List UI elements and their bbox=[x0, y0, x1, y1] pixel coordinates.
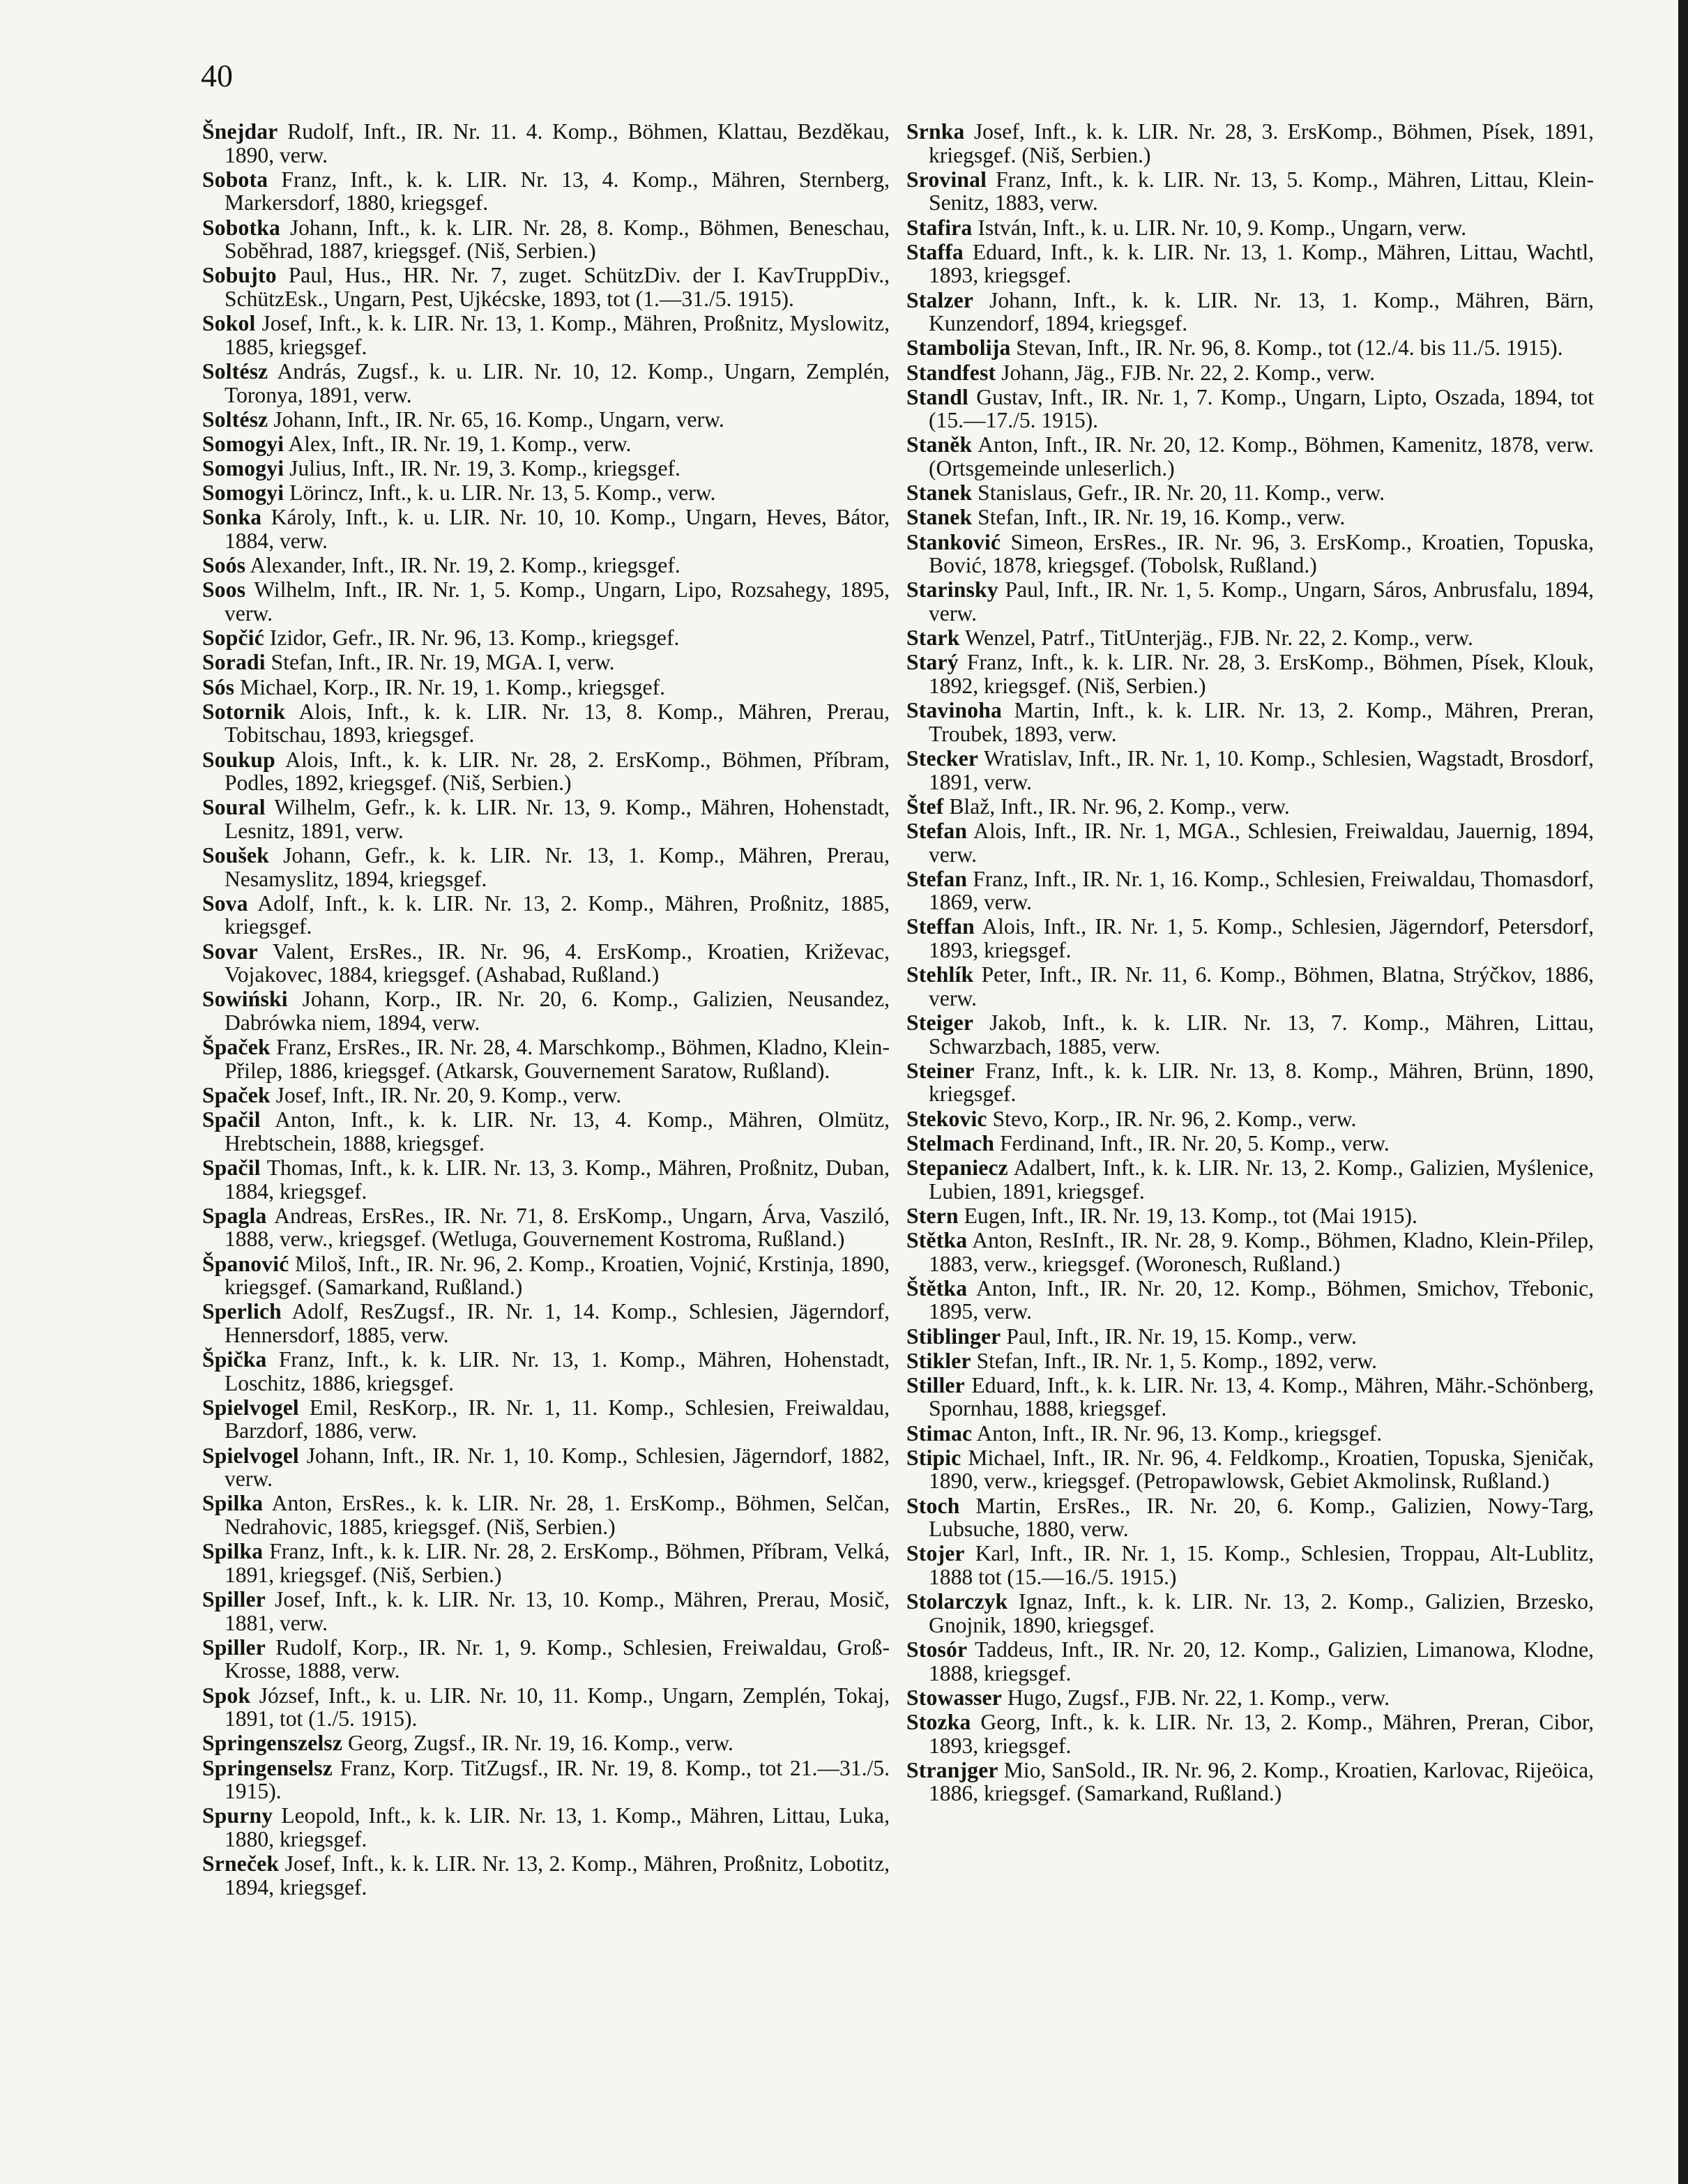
entry-surname: Sperlich bbox=[202, 1299, 282, 1324]
entry-details: Stefan, Inft., IR. Nr. 1, 5. Komp., 1892, verw. bbox=[976, 1348, 1378, 1373]
entry-details: Alex, Inft., IR. Nr. 19, 1. Komp., verw. bbox=[288, 431, 632, 456]
roll-entry bbox=[202, 1156, 890, 1203]
entry-details: Valent, ErsRes., IR. Nr. 96, 4. ErsKomp., Kroatien, Križevac, Vojakovec, 1884, kriegsgef. (Ashabad, Rußland.) bbox=[225, 939, 890, 987]
entry-surname: Špička bbox=[202, 1347, 267, 1372]
page-edge-shadow bbox=[1678, 0, 1688, 2184]
entry-details: Jakob, Inft., k. k. LIR. Nr. 13, 7. Komp., Mähren, Littau, Schwarzbach, 1885, verw. bbox=[929, 1010, 1594, 1059]
roll-entry bbox=[202, 1204, 890, 1251]
entry-surname: Somogyi bbox=[202, 480, 284, 506]
entry-surname: Štětka bbox=[906, 1275, 968, 1300]
entry-details: Eugen, Inft., IR. Nr. 19, 13. Komp., tot (Mai 1915). bbox=[964, 1203, 1417, 1228]
entry-surname: Stambolija bbox=[906, 335, 1011, 361]
entry-details: Franz, Inft., k. k. LIR. Nr. 13, 4. Komp., Mähren, Sternberg, Markersdorf, 1880, kriegsgef. bbox=[225, 167, 890, 215]
entry-details: Josef, Inft., k. k. LIR. Nr. 13, 2. Komp., Mähren, Proßnitz, Lobotitz, 1894, kriegsgef. bbox=[225, 1851, 890, 1899]
roll-entry bbox=[202, 844, 890, 890]
entry-details: Franz, Inft., k. k. LIR. Nr. 13, 8. Komp., Mähren, Brünn, 1890, kriegsgef. bbox=[929, 1058, 1594, 1107]
entry-details: Paul, Hus., HR. Nr. 7, zuget. SchützDiv. der I. KavTruppDiv., SchützEsk., Ungarn, Pest, Ujkécske, 1893, tot (1.—31./5. 1915). bbox=[225, 263, 890, 311]
roll-entry bbox=[202, 1396, 890, 1443]
entry-surname: Srovinal bbox=[906, 167, 987, 192]
entry-details: Rudolf, Inft., IR. Nr. 11. 4. Komp., Böhmen, Klattau, Bezděkau, 1890, verw. bbox=[225, 119, 890, 167]
entry-surname: Standfest bbox=[906, 360, 996, 385]
roll-entry bbox=[202, 1636, 890, 1683]
roll-entry bbox=[202, 940, 890, 987]
entry-details: Thomas, Inft., k. k. LIR. Nr. 13, 3. Komp., Mähren, Proßnitz, Duban, 1884, kriegsgef. bbox=[225, 1155, 890, 1204]
roll-entry bbox=[202, 1492, 890, 1538]
entry-surname: Starinsky bbox=[906, 577, 998, 602]
page-number: 40 bbox=[201, 58, 233, 93]
entry-surname: Soukup bbox=[202, 747, 275, 772]
entry-details: Franz, Korp. TitZugsf., IR. Nr. 19, 8. Komp., tot 21.—31./5. 1915). bbox=[225, 1755, 890, 1804]
entry-details: Franz, Inft., k. k. LIR. Nr. 13, 1. Komp., Mähren, Hohenstadt, Loschitz, 1886, kriegsgef. bbox=[225, 1347, 890, 1395]
entry-surname: Stehlík bbox=[906, 962, 974, 987]
entry-details: Stevan, Inft., IR. Nr. 96, 8. Komp., tot (12./4. bis 11./5. 1915). bbox=[1016, 335, 1563, 361]
entry-surname: Sokol bbox=[202, 311, 256, 336]
entry-details: Johann, Inft., k. k. LIR. Nr. 13, 1. Komp., Mähren, Bärn, Kunzendorf, 1894, kriegsgef. bbox=[929, 287, 1594, 336]
entry-details: Alois, Inft., IR. Nr. 1, 5. Komp., Schlesien, Jägerndorf, Petersdorf, 1893, kriegsgef. bbox=[929, 914, 1595, 963]
entry-surname: Stefan bbox=[906, 866, 968, 891]
entry-details: Anton, Inft., IR. Nr. 20, 12. Komp., Böhmen, Smichov, Třebonic, 1895, verw. bbox=[929, 1275, 1595, 1324]
entry-surname: Sowiński bbox=[202, 987, 288, 1012]
entry-surname: Stefan bbox=[906, 818, 968, 843]
roll-entry bbox=[906, 1132, 1594, 1155]
roll-entry bbox=[202, 1540, 890, 1586]
entry-surname: Sobotka bbox=[202, 215, 281, 240]
entry-surname: Srnka bbox=[906, 119, 965, 144]
entry-surname: Španović bbox=[202, 1251, 289, 1276]
roll-entry bbox=[202, 1108, 890, 1155]
roll-entry bbox=[202, 1036, 890, 1082]
entry-surname: Stavinoha bbox=[906, 698, 1002, 723]
entry-details: Károly, Inft., k. u. LIR. Nr. 10, 10. Komp., Ungarn, Heves, Bátor, 1884, verw. bbox=[225, 505, 890, 554]
entry-surname: Spurny bbox=[202, 1803, 273, 1828]
entry-surname: Staffa bbox=[906, 239, 964, 264]
entry-details: Taddeus, Inft., IR. Nr. 20, 12. Komp., Galizien, Limanowa, Klodne, 1888, kriegsgef. bbox=[929, 1637, 1595, 1685]
entry-surname: Spagla bbox=[202, 1203, 267, 1228]
roll-entry bbox=[202, 481, 890, 505]
entry-details: Gustav, Inft., IR. Nr. 1, 7. Komp., Ungarn, Lipto, Oszada, 1894, tot (15.—17./5. 1915). bbox=[929, 384, 1594, 433]
roll-entry bbox=[202, 1757, 890, 1803]
entry-details: Anton, ErsRes., k. k. LIR. Nr. 28, 1. ErsKomp., Böhmen, Selčan, Nedrahovic, 1885, kriegsgef. (Niš, Serbien.) bbox=[225, 1491, 890, 1540]
entry-details: Wratislav, Inft., IR. Nr. 1, 10. Komp., Schlesien, Wagstadt, Brosdorf, 1891, verw. bbox=[929, 745, 1595, 794]
roll-entry bbox=[906, 120, 1594, 167]
roll-entry bbox=[906, 1325, 1594, 1349]
roll-entry bbox=[202, 796, 890, 842]
entry-surname: Spielvogel bbox=[202, 1443, 299, 1468]
roll-entry bbox=[202, 554, 890, 577]
entry-details: Franz, ErsRes., IR. Nr. 28, 4. Marschkomp., Böhmen, Kladno, Klein-Přilep, 1886, kriegsgef. (Atkarsk, Gouvernement Saratow, Rußland). bbox=[225, 1035, 890, 1083]
roll-entry bbox=[906, 241, 1594, 287]
entry-surname: Stafira bbox=[906, 215, 973, 240]
entry-details: Simeon, ErsRes., IR. Nr. 96, 3. ErsKomp., Kroatien, Topuska, Bović, 1878, kriegsgef. (Tobolsk, Rußland.) bbox=[929, 529, 1594, 578]
entry-surname: Steiger bbox=[906, 1010, 974, 1036]
entry-details: István, Inft., k. u. LIR. Nr. 10, 9. Komp., Ungarn, verw. bbox=[978, 215, 1467, 240]
entry-surname: Somogyi bbox=[202, 431, 284, 456]
roll-entry bbox=[906, 1686, 1594, 1710]
entry-surname: Spaček bbox=[202, 1083, 271, 1107]
entry-details: Alois, Inft., IR. Nr. 1, MGA., Schlesien, Freiwaldau, Jauernig, 1894, verw. bbox=[929, 818, 1594, 867]
entry-details: Paul, Inft., IR. Nr. 1, 5. Komp., Ungarn, Sáros, Anbrusfalu, 1894, verw. bbox=[929, 577, 1594, 625]
entry-details: Anton, ResInft., IR. Nr. 28, 9. Komp., Böhmen, Kladno, Klein-Přilep, 1883, verw., kriegsgef. (Woronesch, Rußland.) bbox=[929, 1227, 1595, 1276]
entry-details: András, Zugsf., k. u. LIR. Nr. 10, 12. Komp., Ungarn, Zemplén, Toronya, 1891, verw. bbox=[225, 358, 890, 407]
entry-surname: Stimac bbox=[906, 1420, 973, 1446]
roll-entry bbox=[906, 1204, 1594, 1228]
right-column bbox=[906, 120, 1594, 1807]
entry-surname: Standl bbox=[906, 384, 969, 409]
entry-details: Paul, Inft., IR. Nr. 19, 15. Komp., verw. bbox=[1006, 1324, 1357, 1349]
entry-details: Franz, Inft., k. k. LIR. Nr. 28, 3. ErsKomp., Böhmen, Písek, Klouk, 1892, kriegsgef. (Niš, Serbien.) bbox=[929, 650, 1594, 698]
roll-entry bbox=[202, 408, 890, 432]
roll-entry bbox=[906, 1277, 1594, 1324]
entry-details: Ignaz, Inft., k. k. LIR. Nr. 13, 2. Komp., Galizien, Brzesko, Gnojnik, 1890, kriegsgef. bbox=[929, 1589, 1594, 1637]
entry-details: Julius, Inft., IR. Nr. 19, 3. Komp., kriegsgef. bbox=[289, 456, 680, 481]
roll-entry bbox=[906, 433, 1594, 480]
entry-surname: Soltész bbox=[202, 358, 268, 384]
entry-details: Izidor, Gefr., IR. Nr. 96, 13. Komp., kriegsgef. bbox=[269, 625, 680, 651]
entry-surname: Stern bbox=[906, 1203, 959, 1228]
entry-details: Stefan, Inft., IR. Nr. 19, 16. Komp., verw. bbox=[978, 505, 1346, 530]
roll-entry bbox=[202, 1348, 890, 1395]
entry-details: Franz, Inft., k. k. LIR. Nr. 13, 5. Komp., Mähren, Littau, Klein-Senitz, 1883, verw. bbox=[929, 167, 1594, 215]
roll-entry bbox=[906, 915, 1594, 962]
entry-surname: Stiller bbox=[906, 1372, 965, 1397]
entry-details: Adolf, Inft., k. k. LIR. Nr. 13, 2. Komp., Mähren, Proßnitz, 1885, kriegsgef. bbox=[225, 890, 890, 939]
roll-entry bbox=[202, 626, 890, 650]
roll-entry bbox=[202, 120, 890, 167]
entry-details: Karl, Inft., IR. Nr. 1, 15. Komp., Schlesien, Troppau, Alt-Lublitz, 1888 tot (15.—16./5. 1915.) bbox=[929, 1541, 1595, 1589]
roll-entry bbox=[906, 1590, 1594, 1637]
entry-surname: Soradi bbox=[202, 650, 266, 675]
roll-entry bbox=[202, 432, 890, 456]
entry-details: Anton, Inft., k. k. LIR. Nr. 13, 4. Komp., Mähren, Olmütz, Hrebtschein, 1888, kriegsgef. bbox=[225, 1107, 890, 1155]
entry-details: Andreas, ErsRes., IR. Nr. 71, 8. ErsKomp., Ungarn, Árva, Vasziló, 1888, verw., kriegsgef. (Wetluga, Gouvernement Kostroma, Rußland.) bbox=[225, 1203, 890, 1252]
entry-details: Eduard, Inft., k. k. LIR. Nr. 13, 1. Komp., Mähren, Littau, Wachtl, 1893, kriegsgef. bbox=[929, 239, 1594, 288]
entry-surname: Štef bbox=[906, 794, 944, 819]
roll-entry bbox=[202, 1731, 890, 1755]
roll-entry bbox=[906, 361, 1594, 385]
entry-details: Josef, Inft., k. k. LIR. Nr. 28, 3. ErsKomp., Böhmen, Písek, 1891, kriegsgef. (Niš, Serbien.) bbox=[929, 119, 1594, 167]
roll-entry bbox=[906, 289, 1594, 335]
roll-entry bbox=[906, 506, 1594, 529]
entry-surname: Stozka bbox=[906, 1709, 971, 1734]
entry-details: Franz, Inft., k. k. LIR. Nr. 28, 2. ErsKomp., Böhmen, Příbram, Velká, 1891, kriegsgef. (Niš, Serbien.) bbox=[225, 1539, 890, 1587]
roll-entry bbox=[906, 1011, 1594, 1058]
entry-details: Wenzel, Patrf., TitUnterjäg., FJB. Nr. 22, 2. Komp., verw. bbox=[964, 625, 1473, 651]
roll-entry bbox=[202, 578, 890, 625]
entry-details: Adalbert, Inft., k. k. LIR. Nr. 13, 2. Komp., Galizien, Myślenice, Lubien, 1891, kriegsgef. bbox=[929, 1155, 1595, 1204]
roll-entry bbox=[906, 1759, 1594, 1805]
entry-surname: Spačil bbox=[202, 1107, 261, 1132]
entry-surname: Stolarczyk bbox=[906, 1589, 1008, 1614]
entry-surname: Spilka bbox=[202, 1491, 264, 1516]
roll-entry bbox=[906, 651, 1594, 697]
entry-surname: Spačil bbox=[202, 1155, 261, 1180]
entry-surname: Stosór bbox=[906, 1637, 968, 1662]
roll-entry bbox=[202, 312, 890, 358]
roll-entry bbox=[906, 1494, 1594, 1541]
entry-surname: Stanek bbox=[906, 505, 973, 530]
entry-surname: Sotornik bbox=[202, 699, 286, 724]
roll-entry bbox=[202, 1444, 890, 1491]
entry-details: Miloš, Inft., IR. Nr. 96, 2. Komp., Kroatien, Vojnić, Krstinja, 1890, kriegsgef. (Samarkand, Rußland.) bbox=[225, 1251, 890, 1300]
entry-details: Anton, Inft., IR. Nr. 20, 12. Komp., Böhmen, Kamenitz, 1878, verw. (Ortsgemeinde unleserlich.) bbox=[929, 432, 1595, 481]
entry-surname: Staněk bbox=[906, 432, 973, 457]
entry-details: Johann, Inft., IR. Nr. 1, 10. Komp., Schlesien, Jägerndorf, 1882, verw. bbox=[225, 1443, 890, 1492]
entry-details: Josef, Inft., k. k. LIR. Nr. 13, 1. Komp., Mähren, Proßnitz, Myslowitz, 1885, kriegsgef. bbox=[225, 311, 890, 359]
roll-entry bbox=[906, 747, 1594, 794]
entry-details: József, Inft., k. u. LIR. Nr. 10, 11. Komp., Ungarn, Zemplén, Tokaj, 1891, tot (1./5. 1915). bbox=[225, 1683, 890, 1731]
roll-entry bbox=[906, 531, 1594, 577]
roll-entry bbox=[906, 1229, 1594, 1275]
roll-entry bbox=[906, 1059, 1594, 1106]
roll-entry bbox=[202, 1300, 890, 1347]
roll-entry bbox=[202, 700, 890, 747]
entry-details: Johann, Korp., IR. Nr. 20, 6. Komp., Galizien, Neusandez, Dabrówka niem, 1894, verw. bbox=[225, 987, 890, 1036]
entry-surname: Spiller bbox=[202, 1635, 266, 1660]
entry-surname: Soós bbox=[202, 553, 246, 578]
entry-details: Anton, Inft., IR. Nr. 96, 13. Komp., kriegsgef. bbox=[976, 1420, 1383, 1446]
roll-entry bbox=[202, 216, 890, 263]
entry-surname: Sobujto bbox=[202, 263, 277, 288]
entry-details: Georg, Inft., k. k. LIR. Nr. 13, 2. Komp., Mähren, Preran, Cibor, 1893, kriegsgef. bbox=[929, 1709, 1594, 1758]
entry-details: Michael, Korp., IR. Nr. 19, 1. Komp., kriegsgef. bbox=[240, 674, 666, 699]
entry-surname: Steiner bbox=[906, 1058, 975, 1083]
roll-entry bbox=[202, 676, 890, 699]
left-column bbox=[202, 120, 890, 1900]
entry-surname: Soltész bbox=[202, 407, 268, 432]
roll-entry bbox=[906, 481, 1594, 505]
entry-surname: Steffan bbox=[906, 914, 975, 939]
roll-entry bbox=[906, 1638, 1594, 1685]
roll-entry bbox=[906, 1711, 1594, 1757]
roll-entry bbox=[202, 1588, 890, 1635]
roll-entry bbox=[202, 1252, 890, 1299]
entry-details: Hugo, Zugsf., FJB. Nr. 22, 1. Komp., verw. bbox=[1007, 1685, 1390, 1710]
entry-details: Josef, Inft., k. k. LIR. Nr. 13, 10. Komp., Mähren, Prerau, Mosič, 1881, verw. bbox=[225, 1587, 890, 1635]
entry-details: Georg, Zugsf., IR. Nr. 19, 16. Komp., verw. bbox=[348, 1731, 733, 1756]
roll-entry bbox=[202, 1804, 890, 1851]
entry-details: Wilhelm, Inft., IR. Nr. 1, 5. Komp., Ungarn, Lipo, Rozsahegy, 1895, verw. bbox=[225, 577, 890, 625]
entry-surname: Soušek bbox=[202, 843, 270, 868]
roll-entry bbox=[906, 386, 1594, 432]
entry-surname: Stekovic bbox=[906, 1106, 987, 1131]
roll-entry bbox=[906, 867, 1594, 914]
entry-surname: Soural bbox=[202, 795, 266, 820]
entry-surname: Stepaniecz bbox=[906, 1155, 1008, 1180]
roll-entry bbox=[202, 651, 890, 674]
roll-entry bbox=[906, 1349, 1594, 1373]
entry-surname: Stanek bbox=[906, 480, 973, 506]
roll-entry bbox=[906, 1422, 1594, 1446]
roll-entry bbox=[906, 963, 1594, 1010]
entry-details: Alois, Inft., k. k. LIR. Nr. 13, 8. Komp., Mähren, Prerau, Tobitschau, 1893, kriegsgef. bbox=[225, 699, 890, 748]
entry-details: Josef, Inft., IR. Nr. 20, 9. Komp., verw. bbox=[275, 1083, 622, 1107]
roll-entry bbox=[906, 1107, 1594, 1131]
entry-surname: Stojer bbox=[906, 1541, 965, 1566]
entry-surname: Spok bbox=[202, 1683, 251, 1708]
entry-details: Johann, Jäg., FJB. Nr. 22, 2. Komp., verw. bbox=[1001, 360, 1376, 385]
entry-details: Johann, Inft., k. k. LIR. Nr. 28, 8. Komp., Böhmen, Beneschau, Soběhrad, 1887, kriegsgef. (Niš, Serbien.) bbox=[225, 215, 890, 264]
roll-entry bbox=[202, 1084, 890, 1107]
entry-surname: Špaček bbox=[202, 1035, 271, 1060]
entry-surname: Soos bbox=[202, 577, 246, 602]
roll-entry bbox=[202, 748, 890, 795]
entry-surname: Stiblinger bbox=[906, 1324, 1001, 1349]
entry-surname: Stecker bbox=[906, 745, 979, 771]
entry-details: Johann, Gefr., k. k. LIR. Nr. 13, 1. Komp., Mähren, Prerau, Nesamyslitz, 1894, kriegsgef. bbox=[225, 843, 890, 891]
entry-surname: Spielvogel bbox=[202, 1395, 299, 1420]
entry-details: Ferdinand, Inft., IR. Nr. 20, 5. Komp., verw. bbox=[1000, 1130, 1390, 1155]
entry-details: Franz, Inft., IR. Nr. 1, 16. Komp., Schlesien, Freiwaldau, Thomasdorf, 1869, verw. bbox=[929, 866, 1594, 915]
entry-details: Martin, ErsRes., IR. Nr. 20, 6. Komp., Galizien, Nowy-Targ, Lubsuche, 1880, verw. bbox=[929, 1493, 1594, 1542]
entry-surname: Srneček bbox=[202, 1851, 280, 1876]
entry-surname: Stikler bbox=[906, 1348, 971, 1373]
entry-details: Martin, Inft., k. k. LIR. Nr. 13, 2. Komp., Mähren, Preran, Troubek, 1893, verw. bbox=[929, 698, 1595, 746]
entry-surname: Springenselsz bbox=[202, 1755, 333, 1780]
entry-details: Wilhelm, Gefr., k. k. LIR. Nr. 13, 9. Komp., Mähren, Hohenstadt, Lesnitz, 1891, verw. bbox=[225, 795, 890, 843]
roll-entry bbox=[202, 506, 890, 552]
entry-surname: Stelmach bbox=[906, 1130, 995, 1155]
entry-details: Adolf, ResZugsf., IR. Nr. 1, 14. Komp., Schlesien, Jägerndorf, Hennersdorf, 1885, verw. bbox=[225, 1299, 890, 1347]
entry-details: Michael, Inft., IR. Nr. 96, 4. Feldkomp., Kroatien, Topuska, Sjeničak, 1890, verw., kriegsgef. (Petropawlowsk, Gebiet Akmolinsk, Rußland.) bbox=[929, 1445, 1594, 1494]
entry-surname: Somogyi bbox=[202, 456, 284, 481]
entry-surname: Stark bbox=[906, 625, 960, 651]
roll-entry bbox=[906, 1156, 1594, 1203]
entry-surname: Stoch bbox=[906, 1493, 960, 1518]
entry-details: Peter, Inft., IR. Nr. 11, 6. Komp., Böhmen, Blatna, Strýčkov, 1886, verw. bbox=[929, 962, 1594, 1010]
entry-surname: Sovar bbox=[202, 939, 258, 964]
roll-entry bbox=[906, 699, 1594, 745]
entry-surname: Stranjger bbox=[906, 1757, 998, 1782]
entry-details: Stevo, Korp., IR. Nr. 96, 2. Komp., verw. bbox=[992, 1106, 1357, 1131]
entry-details: Stefan, Inft., IR. Nr. 19, MGA. I, verw. bbox=[271, 650, 615, 675]
entry-surname: Stalzer bbox=[906, 287, 974, 312]
entry-surname: Sonka bbox=[202, 505, 262, 530]
entry-details: Emil, ResKorp., IR. Nr. 1, 11. Komp., Schlesien, Freiwaldau, Barzdorf, 1886, verw. bbox=[225, 1395, 890, 1443]
roll-entry bbox=[202, 987, 890, 1034]
roll-entry bbox=[906, 578, 1594, 625]
roll-entry bbox=[906, 1446, 1594, 1493]
entry-surname: Stanković bbox=[906, 529, 1001, 554]
entry-surname: Starý bbox=[906, 650, 959, 675]
roll-entry bbox=[202, 457, 890, 480]
roll-entry bbox=[202, 168, 890, 215]
roll-entry bbox=[906, 795, 1594, 819]
entry-details: Rudolf, Korp., IR. Nr. 1, 9. Komp., Schlesien, Freiwaldau, Groß-Krosse, 1888, verw. bbox=[225, 1635, 890, 1683]
roll-entry bbox=[906, 1374, 1594, 1420]
entry-details: Stanislaus, Gefr., IR. Nr. 20, 11. Komp., verw. bbox=[978, 480, 1385, 506]
entry-details: Lörincz, Inft., k. u. LIR. Nr. 13, 5. Komp., verw. bbox=[289, 480, 716, 506]
entry-details: Alois, Inft., k. k. LIR. Nr. 28, 2. ErsKomp., Böhmen, Příbram, Podles, 1892, kriegsgef. (Niš, Serbien.) bbox=[225, 747, 890, 796]
roll-entry bbox=[906, 1542, 1594, 1588]
entry-surname: Šnejdar bbox=[202, 119, 278, 144]
roll-entry bbox=[202, 1852, 890, 1899]
roll-entry bbox=[202, 1684, 890, 1731]
entry-surname: Stipic bbox=[906, 1445, 961, 1470]
entry-surname: Stětka bbox=[906, 1227, 968, 1252]
entry-surname: Spilka bbox=[202, 1539, 264, 1564]
entry-details: Leopold, Inft., k. k. LIR. Nr. 13, 1. Komp., Mähren, Littau, Luka, 1880, kriegsgef. bbox=[225, 1803, 890, 1851]
roll-entry bbox=[906, 819, 1594, 866]
entry-surname: Sobota bbox=[202, 167, 268, 192]
roll-entry bbox=[202, 360, 890, 407]
roll-entry bbox=[906, 626, 1594, 650]
entry-details: Johann, Inft., IR. Nr. 65, 16. Komp., Ungarn, verw. bbox=[273, 407, 724, 432]
entry-details: Blaž, Inft., IR. Nr. 96, 2. Komp., verw. bbox=[949, 794, 1290, 819]
roll-entry bbox=[906, 168, 1594, 215]
entry-surname: Springenszelsz bbox=[202, 1731, 343, 1756]
entry-details: Eduard, Inft., k. k. LIR. Nr. 13, 4. Komp., Mähren, Mähr.-Schönberg, Spornhau, 1888, kriegsgef. bbox=[929, 1372, 1594, 1421]
entry-details: Alexander, Inft., IR. Nr. 19, 2. Komp., kriegsgef. bbox=[250, 553, 680, 578]
entry-surname: Sova bbox=[202, 890, 248, 916]
entry-details: Mio, SanSold., IR. Nr. 96, 2. Komp., Kroatien, Karlovac, Rijeöica, 1886, kriegsgef. (Samarkand, Rußland.) bbox=[929, 1757, 1594, 1806]
roll-entry bbox=[202, 892, 890, 939]
entry-surname: Sós bbox=[202, 674, 235, 699]
roll-entry bbox=[906, 216, 1594, 240]
roll-entry bbox=[202, 264, 890, 310]
roll-entry bbox=[906, 336, 1594, 360]
entry-surname: Spiller bbox=[202, 1587, 266, 1612]
entry-surname: Stowasser bbox=[906, 1685, 1002, 1710]
entry-surname: Sopčić bbox=[202, 625, 264, 651]
